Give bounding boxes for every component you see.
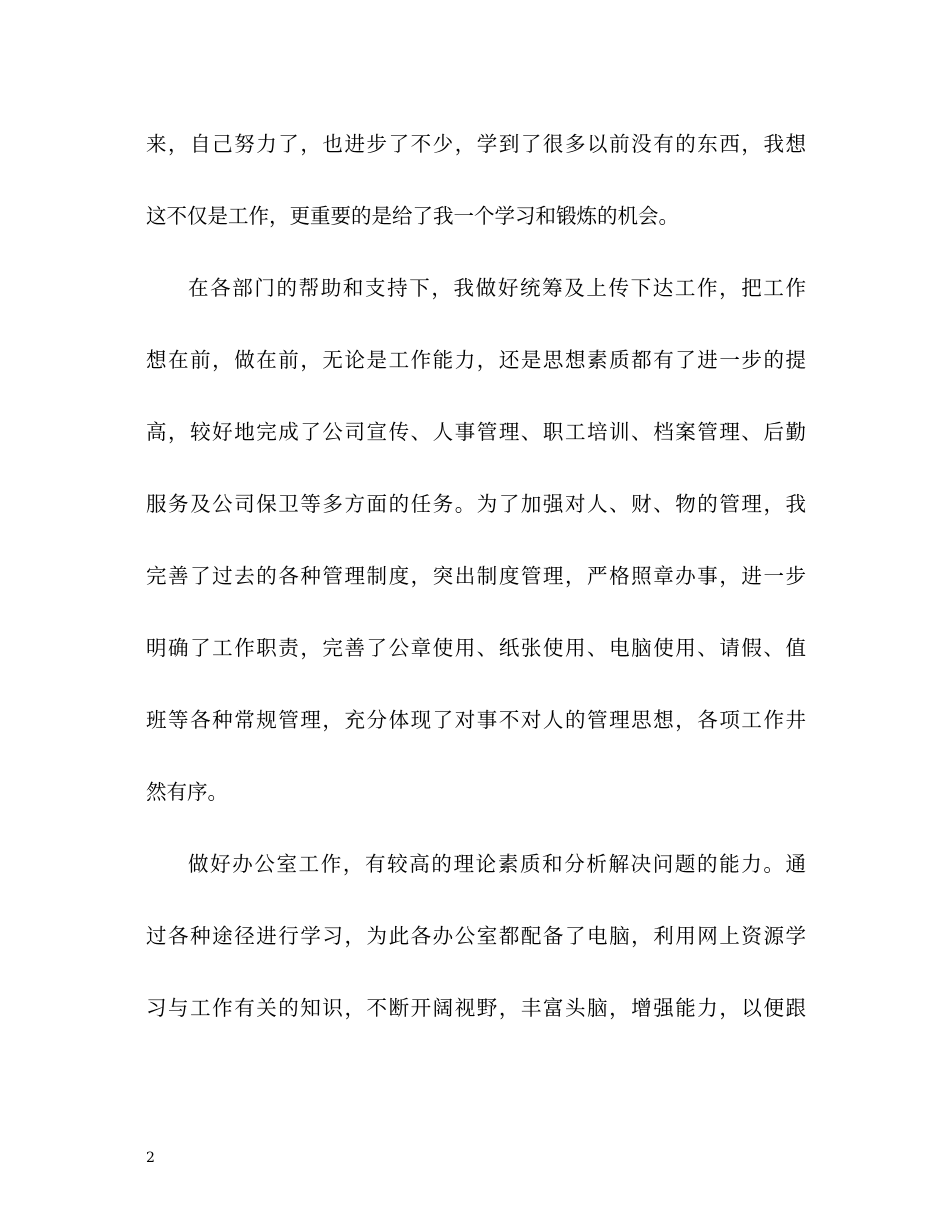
page-number: 2 xyxy=(146,1150,155,1166)
text-line: 习与工作有关的知识，不断开阔视野，丰富头脑，增强能力，以便跟 xyxy=(146,996,806,1020)
paragraph xyxy=(146,268,806,844)
text-line: 想在前，做在前，无论是工作能力，还是思想素质都有了进一步的提 xyxy=(146,348,806,372)
text-line: 明确了工作职责，完善了公章使用、纸张使用、电脑使用、请假、值 xyxy=(146,636,806,660)
text-line: 做好办公室工作，有较高的理论素质和分析解决问题的能力。通 xyxy=(188,852,806,876)
text-line: 这不仅是工作，更重要的是给了我一个学习和锻炼的机会。 xyxy=(146,204,679,228)
paragraph xyxy=(146,844,806,1060)
text-line: 然有序。 xyxy=(146,780,228,804)
text-line: 高，较好地完成了公司宣传、人事管理、职工培训、档案管理、后勤 xyxy=(146,420,806,444)
text-line: 班等各种常规管理，充分体现了对事不对人的管理思想，各项工作井 xyxy=(146,708,806,732)
document-body xyxy=(146,124,806,1060)
paragraph xyxy=(146,124,806,268)
text-line: 来，自己努力了，也进步了不少，学到了很多以前没有的东西，我想 xyxy=(146,132,806,156)
text-line: 服务及公司保卫等多方面的任务。为了加强对人、财、物的管理，我 xyxy=(146,492,806,516)
text-line: 过各种途径进行学习，为此各办公室都配备了电脑，利用网上资源学 xyxy=(146,924,806,948)
text-line: 在各部门的帮助和支持下，我做好统筹及上传下达工作，把工作 xyxy=(188,276,806,300)
text-line: 完善了过去的各种管理制度，突出制度管理，严格照章办事，进一步 xyxy=(146,564,806,588)
